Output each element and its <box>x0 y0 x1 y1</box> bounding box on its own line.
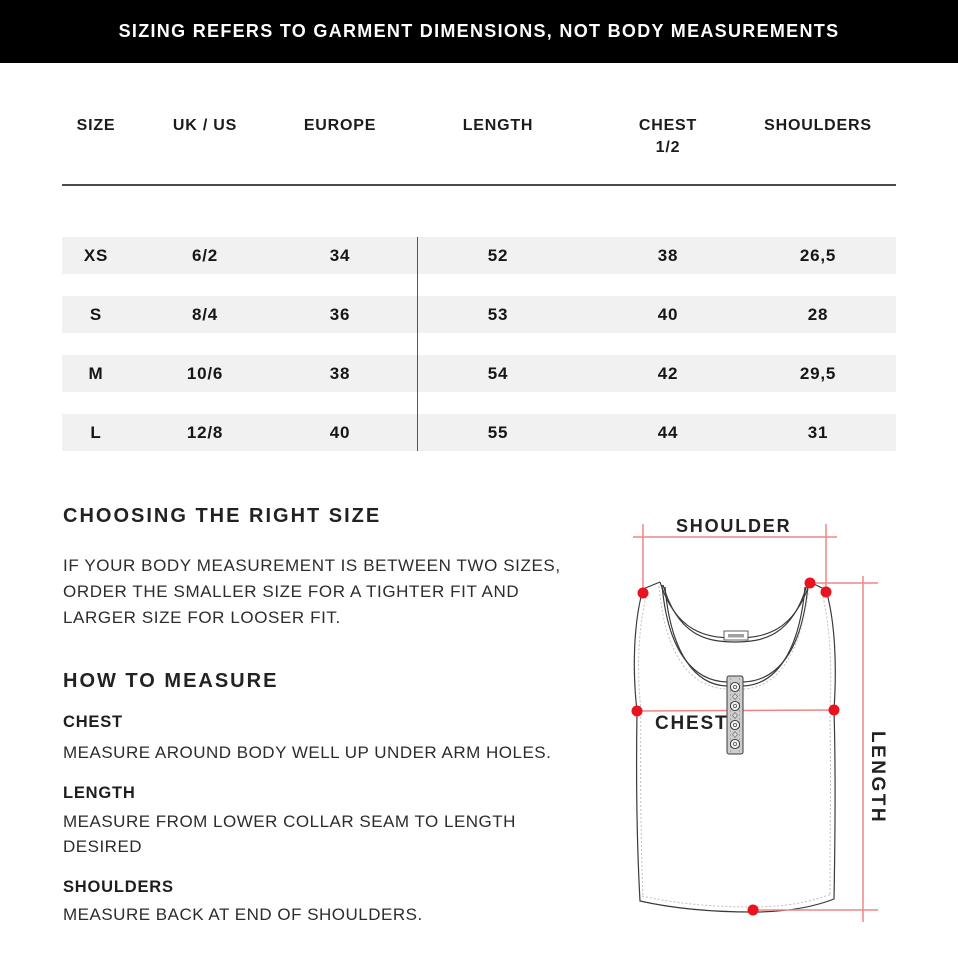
paragraph-line: LARGER SIZE FOR LOOSER FIT. <box>63 608 341 627</box>
button-placket <box>727 676 743 754</box>
cell-length: 52 <box>487 246 509 265</box>
measure-length-text <box>63 809 516 859</box>
column-header-chest-line2: 1/2 <box>655 139 681 156</box>
cell-length: 54 <box>487 364 509 383</box>
measure-shoulders-title: SHOULDERS <box>63 878 174 896</box>
cell-uk-us: 12/8 <box>186 423 224 442</box>
table-row-l <box>62 414 896 451</box>
table-row-s <box>62 296 896 333</box>
table-header-rule <box>62 184 896 186</box>
cell-shoulders: 31 <box>807 423 829 442</box>
tank-top-illustration <box>610 505 958 970</box>
cell-uk-us: 10/6 <box>186 364 224 383</box>
measure-shoulders-text <box>63 902 423 927</box>
cell-length: 55 <box>487 423 509 442</box>
paragraph-line: IF YOUR BODY MEASUREMENT IS BETWEEN TWO SIZES, <box>63 556 561 575</box>
diagram-chest-label: CHEST <box>655 713 729 734</box>
choosing-size-paragraph <box>63 553 561 631</box>
measure-chest-line: MEASURE AROUND BODY WELL UP UNDER ARM HOLES. <box>63 743 552 762</box>
cell-size: S <box>89 305 103 324</box>
size-table-body <box>62 237 896 473</box>
column-header-uk-us: UK / US <box>172 117 238 134</box>
how-to-measure-heading: HOW TO MEASURE <box>63 670 279 692</box>
measure-chest-text <box>63 740 551 765</box>
measure-shoulders-line: MEASURE BACK AT END OF SHOULDERS. <box>63 905 423 924</box>
cell-europe: 38 <box>329 364 351 383</box>
cell-size: XS <box>83 246 109 265</box>
column-header-size: SIZE <box>76 117 116 134</box>
cell-shoulders: 29,5 <box>799 364 837 383</box>
diagram-shoulder-label: SHOULDER <box>676 516 792 536</box>
garment-measurement-diagram <box>610 505 958 970</box>
cell-uk-us: 8/4 <box>191 305 219 324</box>
choosing-size-heading: CHOOSING THE RIGHT SIZE <box>63 505 382 527</box>
neck-label <box>724 631 748 640</box>
cell-chest: 38 <box>657 246 679 265</box>
sizing-banner-text: SIZING REFERS TO GARMENT DIMENSIONS, NOT BODY MEASUREMENTS <box>118 21 840 41</box>
cell-europe: 36 <box>329 305 351 324</box>
size-table-header <box>62 115 896 159</box>
table-column-divider <box>417 237 418 451</box>
cell-size: L <box>90 423 102 442</box>
cell-size: M <box>88 364 104 383</box>
cell-length: 53 <box>487 305 509 324</box>
paragraph-line: ORDER THE SMALLER SIZE FOR A TIGHTER FIT AND <box>63 582 520 601</box>
cell-uk-us: 6/2 <box>191 246 219 265</box>
column-header-chest-line1: CHEST <box>638 117 698 134</box>
table-row-m <box>62 355 896 392</box>
cell-shoulders: 28 <box>807 305 829 324</box>
measure-chest-title: CHEST <box>63 713 123 731</box>
cell-shoulders: 26,5 <box>799 246 837 265</box>
column-header-europe: EUROPE <box>303 117 377 134</box>
cell-europe: 34 <box>329 246 351 265</box>
diagram-length-label: LENGTH <box>867 731 888 825</box>
table-row-xs <box>62 237 896 274</box>
sizing-banner <box>0 0 958 63</box>
column-header-chest <box>596 115 740 159</box>
cell-chest: 44 <box>657 423 679 442</box>
measure-length-line: DESIRED <box>63 837 143 856</box>
cell-chest: 40 <box>657 305 679 324</box>
column-header-shoulders: SHOULDERS <box>764 117 872 134</box>
measure-length-title: LENGTH <box>63 784 136 802</box>
column-header-length: LENGTH <box>462 117 534 134</box>
cell-chest: 42 <box>657 364 679 383</box>
cell-europe: 40 <box>329 423 351 442</box>
measure-length-line: MEASURE FROM LOWER COLLAR SEAM TO LENGTH <box>63 812 516 831</box>
